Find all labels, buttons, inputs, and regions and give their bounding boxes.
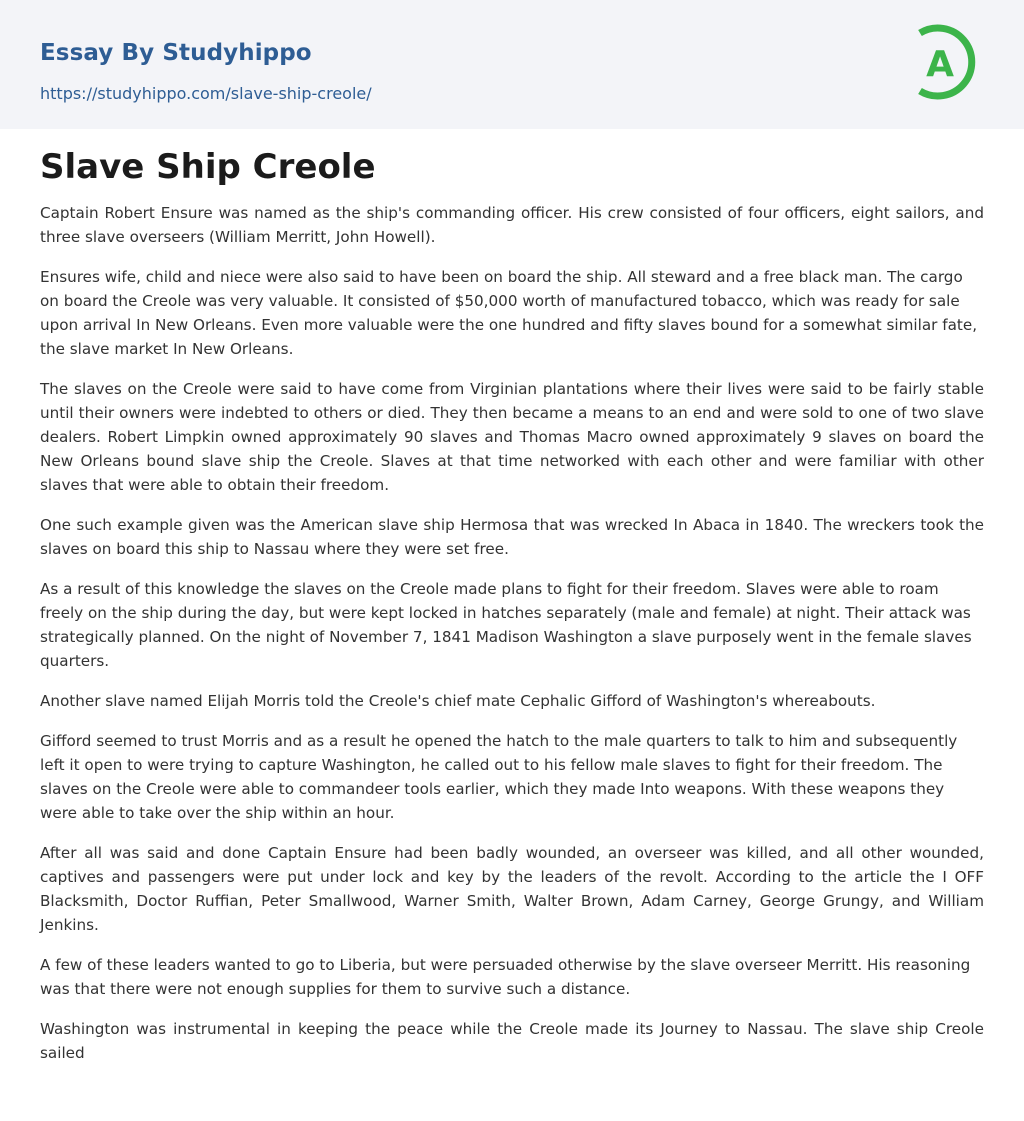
article-paragraph: A few of these leaders wanted to go to Liberia, but were persuaded otherwise by the slave overseer Merritt. His reasoning was that there were not enough supplies for them to survive such a distance. bbox=[40, 956, 971, 998]
studyhippo-logo-icon[interactable] bbox=[908, 18, 988, 106]
source-url-link[interactable]: https://studyhippo.com/slave-ship-creole/ bbox=[40, 84, 372, 103]
brand-title[interactable]: Essay By Studyhippo bbox=[40, 40, 312, 66]
page-title: Slave Ship Creole bbox=[40, 147, 376, 187]
article-paragraph: Washington was instrumental in keeping the peace while the Creole made its Journey to Nassau. The slave ship Creole sailed bbox=[40, 1020, 984, 1062]
article-paragraph: After all was said and done Captain Ensure had been badly wounded, an overseer was killed, and all other wounded, captives and passengers were put under lock and key by the leaders of the revolt. According to the article the I OFF Blacksmith, Doctor Ruffian, Peter Smallwood, Warner Smith, Walter Brown, Adam Carney, George Grungy, and William Jenkins. bbox=[40, 844, 984, 934]
article-paragraph: The slaves on the Creole were said to have come from Virginian plantations where their lives were said to be fairly stable until their owners were indebted to others or died. They then became a means to an end and were sold to one of two slave dealers. Robert Limpkin owned approximately 90 slaves and Thomas Macro owned approximately 9 slaves on board the New Orleans bound slave ship the Creole. Slaves at that time networked with each other and were familiar with other slaves that were able to obtain their freedom. bbox=[40, 380, 984, 494]
article-paragraph: Ensures wife, child and niece were also said to have been on board the ship. All steward and a free black man. The cargo on board the Creole was very valuable. It consisted of $50,000 worth of manufactured tobacco, which was ready for sale upon arrival In New Orleans. Even more valuable were the one hundred and fifty slaves bound for a somewhat similar fate, the slave market In New Orleans. bbox=[40, 268, 978, 358]
site-header bbox=[0, 0, 1024, 129]
logo-letter: A bbox=[926, 44, 954, 85]
article-paragraph: Another slave named Elijah Morris told the Creole's chief mate Cephalic Gifford of Washington's whereabouts. bbox=[40, 692, 876, 710]
article-paragraph: Gifford seemed to trust Morris and as a result he opened the hatch to the male quarters to talk to him and subsequently left it open to were trying to capture Washington, he called out to his fellow male slaves to fight for their freedom. The slaves on the Creole were able to commandeer tools earlier, which they made Into weapons. With these weapons they were able to take over the ship within an hour. bbox=[40, 732, 958, 822]
article-paragraph: One such example given was the American slave ship Hermosa that was wrecked In Abaca in 1840. The wreckers took the slaves on board this ship to Nassau where they were set free. bbox=[40, 516, 984, 558]
article bbox=[40, 143, 984, 1081]
article-paragraph: Captain Robert Ensure was named as the ship's commanding officer. His crew consisted of four officers, eight sailors, and three slave overseers (William Merritt, John Howell). bbox=[40, 204, 984, 246]
article-paragraph: As a result of this knowledge the slaves on the Creole made plans to fight for their freedom. Slaves were able to roam freely on the ship during the day, but were kept locked in hatches separately (male and female) at night. Their attack was strategically planned. On the night of November 7, 1841 Madison Washington a slave purposely went in the female slaves quarters. bbox=[40, 580, 972, 670]
